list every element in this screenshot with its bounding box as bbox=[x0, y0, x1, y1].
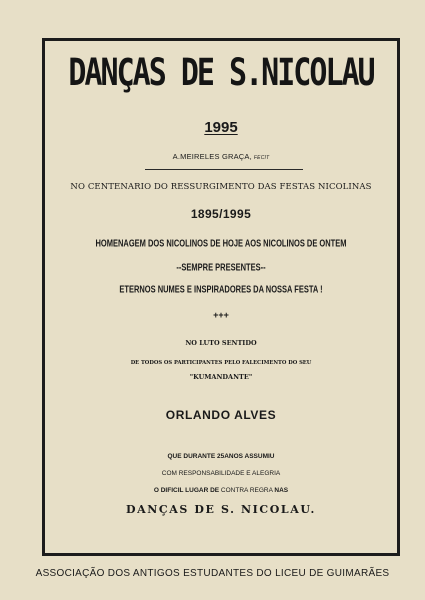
document-title: DANÇAS DE S.NICOLAU bbox=[68, 51, 374, 95]
year-range: 1895/1995 bbox=[190, 207, 252, 221]
separator-plus: +++ bbox=[213, 310, 229, 320]
sempre-presentes-text: --SEMPRE PRESENTES-- bbox=[176, 261, 266, 274]
dificil-part-2: CONTRA REGRA bbox=[220, 487, 273, 494]
honoree-name: ORLANDO ALVES bbox=[165, 408, 277, 422]
document-frame bbox=[42, 38, 400, 556]
footer-organization: ASSOCIAÇÃO DOS ANTIGOS ESTUDANTES DO LICEU DE GUIMARÃES bbox=[35, 568, 390, 579]
durante-text: QUE DURANTE 25ANOS ASSUMIU bbox=[167, 453, 275, 460]
responsabilidade-text: COM RESPONSABILIDADE E ALEGRIA bbox=[161, 470, 281, 477]
document-content bbox=[45, 41, 397, 553]
kumandante-text: "KUMANDANTE" bbox=[189, 373, 253, 381]
eternos-text: ETERNOS NUMES E INSPIRADORES DA NOSSA FESTA ! bbox=[119, 283, 323, 296]
dificil-part-3: NAS bbox=[274, 487, 289, 494]
homenagem-text: HOMENAGEM DOS NICOLINOS DE HOJE AOS NICOLINOS DE ONTEM bbox=[95, 237, 347, 250]
closing-title: DANÇAS DE S. NICOLAU. bbox=[126, 503, 316, 516]
dificil-lugar-line bbox=[45, 487, 397, 494]
author-fecit: FECIT bbox=[253, 155, 270, 161]
author-name: A.MEIRELES GRAÇA, bbox=[172, 152, 252, 161]
author-line bbox=[45, 152, 397, 161]
divider-line bbox=[145, 169, 303, 170]
participantes-text: DE TODOS OS PARTICIPANTES PELO FALECIMENTO DO SEU bbox=[130, 360, 312, 366]
year-heading: 1995 bbox=[204, 119, 238, 136]
centenario-text: NO CENTENARIO DO RESSURGIMENTO DAS FESTAS NICOLINAS bbox=[70, 182, 372, 192]
luto-text: NO LUTO SENTIDO bbox=[185, 339, 257, 347]
dificil-part-1: O DIFICIL LUGAR DE bbox=[153, 487, 220, 494]
